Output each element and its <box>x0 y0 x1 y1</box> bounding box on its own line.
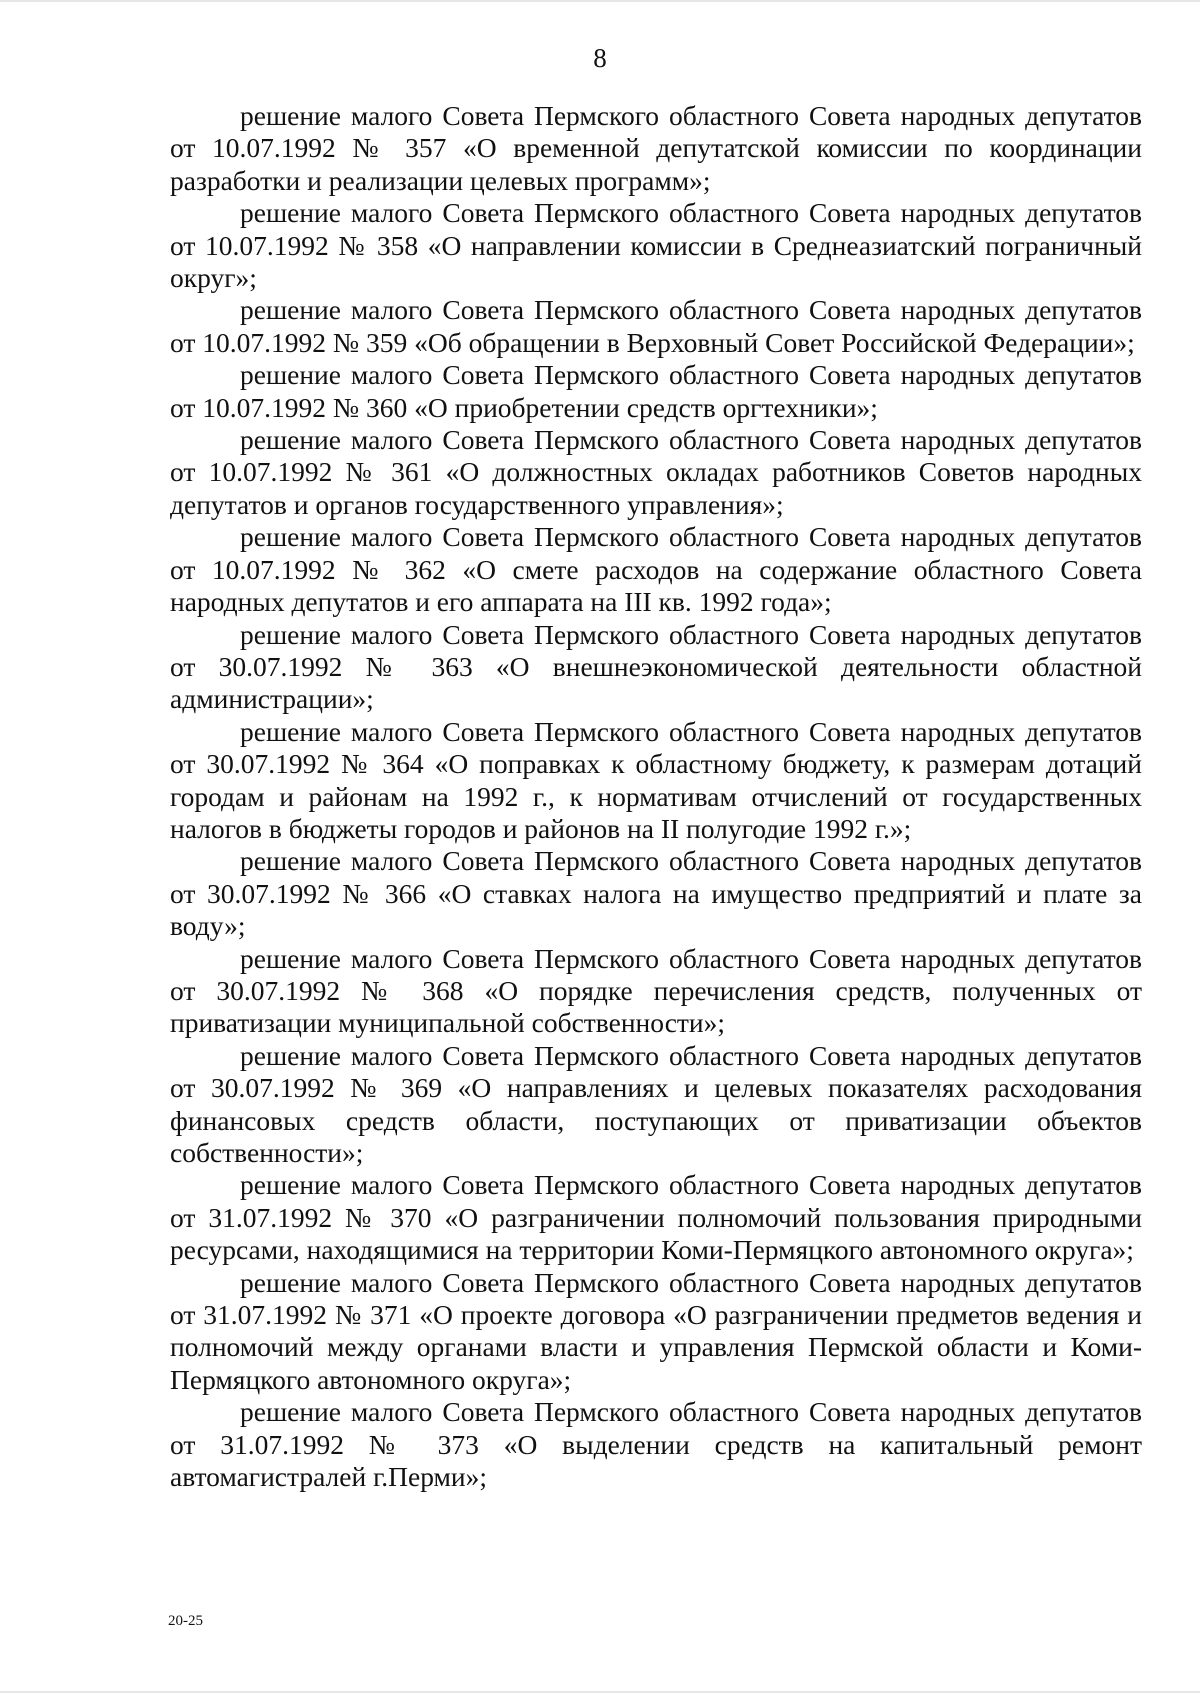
paragraph-decision-359: решение малого Совета Пермского областного Совета народных депутатов от 10.07.1992 № 359 «Об обращении в Верховный Совет Российской Федерации»; <box>170 294 1142 358</box>
paragraph-decision-366: решение малого Совета Пермского областного Совета народных депутатов от 30.07.1992 № 366 «О ставках налога на имущество предприятий и плате за воду»; <box>170 845 1142 942</box>
paragraph-decision-357: решение малого Совета Пермского областного Совета народных депутатов от 10.07.1992 № 357 «О временной депутатской комиссии по координации разработки и реализации целевых программ»; <box>170 100 1142 196</box>
paragraph-decision-373: решение малого Совета Пермского областного Совета народных депутатов от 31.07.1992 № 373 «О выделении средств на капитальный ремонт автомагистралей г.Перми»; <box>170 1396 1142 1493</box>
paragraph-decision-363: решение малого Совета Пермского областного Совета народных депутатов от 30.07.1992 № 363 «О внешнеэкономической деятельности областной администрации»; <box>170 618 1142 715</box>
paragraph-decision-358: решение малого Совета Пермского областного Совета народных депутатов от 10.07.1992 № 358 «О направлении комиссии в Среднеазиатский пограничный округ»; <box>170 197 1142 294</box>
scan-edge-top <box>0 0 1200 2</box>
paragraph-decision-369: решение малого Совета Пермского областного Совета народных депутатов от 30.07.1992 № 369 «О направлениях и целевых показателях расходования финансовых средств области, поступающих от приватизации объектов собственности»; <box>170 1039 1142 1168</box>
paragraph-decision-371: решение малого Совета Пермского областного Совета народных депутатов от 31.07.1992 № 371 «О проекте договора «О разграничении предметов ведения и полномочий между органами власти и управления Пермской области и Коми-Пермяцкого автономного округа»; <box>170 1266 1142 1395</box>
paragraph-decision-361: решение малого Совета Пермского областного Совета народных депутатов от 10.07.1992 № 361 «О должностных окладах работников Советов народных депутатов и органов государственного управления»; <box>170 424 1142 520</box>
paragraph-decision-370: решение малого Совета Пермского областного Совета народных депутатов от 31.07.1992 № 370 «О разграничении полномочий пользования природными ресурсами, находящимися на территории Коми-Пермяцкого автономного округа»; <box>170 1169 1142 1266</box>
paragraph-decision-364: решение малого Совета Пермского областного Совета народных депутатов от 30.07.1992 № 364 «О поправках к областному бюджету, к размерам дотаций городам и районам на 1992 г., к нормативам отчислений от государственных налогов в бюджеты городов и районов на II полугодие 1992 г.»; <box>170 715 1142 844</box>
page-number: 8 <box>593 43 607 73</box>
paragraph-decision-362: решение малого Совета Пермского областного Совета народных депутатов от 10.07.1992 № 362 «О смете расходов на содержание областного Совета народных депутатов и его аппарата на III кв. 1992 года»; <box>170 521 1142 618</box>
paragraph-decision-368: решение малого Совета Пермского областного Совета народных депутатов от 30.07.1992 № 368 «О порядке перечисления средств, полученных от приватизации муниципальной собственности»; <box>170 942 1142 1039</box>
paragraph-decision-360: решение малого Совета Пермского областного Совета народных депутатов от 10.07.1992 № 360 «О приобретении средств оргтехники»; <box>170 359 1142 423</box>
footer-code: 20-25 <box>168 1613 203 1629</box>
document-body <box>170 100 1142 1493</box>
